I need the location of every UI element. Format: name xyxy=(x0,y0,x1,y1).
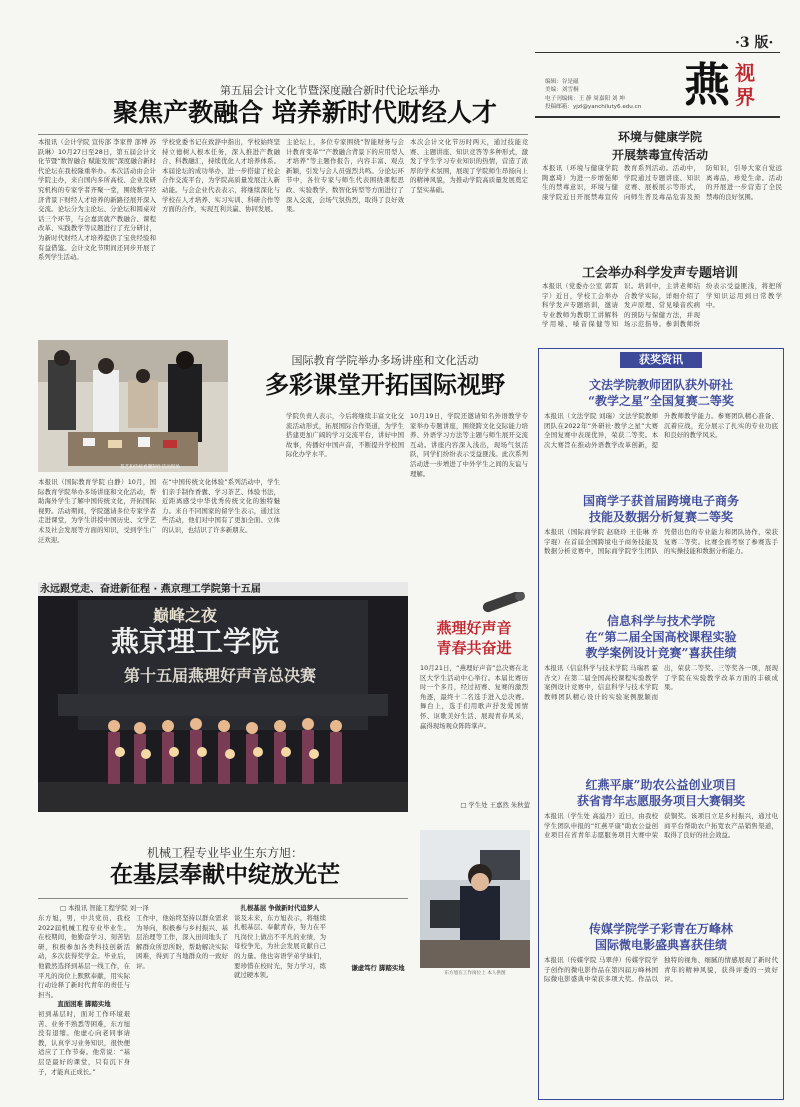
a3-photo-title-b: 燕京理工学院 xyxy=(110,625,279,658)
a1-title: 聚焦产教融合 培养新时代财经人才 xyxy=(113,98,497,127)
a1-body-col2: 学校党委书记在致辞中指出，学校始终坚持立德树人根本任务，深入推进产教融合、科教融汇，持续优化人才培养体系。本届论坛的成功举办，进一步搭建了校企合作交流平台，为学院高质量发展注入新动能。与会企业代表表示，将继续深化与学校在人才培养、实习实训、科研合作等方面的合作，实现互利共赢、协同发展。 xyxy=(162,138,280,214)
r-h1-b: 开展禁毒宣传活动 xyxy=(611,148,708,162)
a4-subhead3: 谦虚笃行 脚踏实地 xyxy=(351,964,405,972)
r-h1-body: 本报讯（环境与健康学院 陶嘉琦）为进一步增强师生的禁毒意识，环境与健康学院近日开展禁毒宣传教育系列活动。活动中，学院通过专题讲座、知识竞赛、展板展示等形式，向师生普及毒品危害及预防知识，引导大家自觉远离毒品，珍爱生命。活动的开展进一步营造了全民禁毒的良好氛围。 xyxy=(542,164,782,201)
a4-body-col2: 工作中，他始终坚持以群众需求为导向，积极参与乡村振兴、基层治理等工作，深入田间地头了解群众所思所盼，帮助解决实际困难，得到了当地群众的一致好评。 xyxy=(136,914,228,970)
tel-line: 电子刊编辑：王 静 周嘉阳 刘 坤 xyxy=(545,95,625,102)
a3-banner: 永远跟党走、奋进新征程 · 燕京理工学院第十五届 xyxy=(40,584,261,595)
a4-body2: 初到基层时，面对工作环境艰苦、业务不熟悉等困难，东方旭没有退缩。他虚心向老同事请教，认真学习业务知识，很快便适应了工作节奏。他常说：“基层是最好的课堂，只有沉下身子，才能真正成长。” xyxy=(38,1009,130,1076)
r-n4-body: 本报讯（学生处 高溢丹）近日，由我校学生团队申报的“红燕平康”助农公益创业项目在省青年志愿服务项目大赛中荣获铜奖。该项目立足乡村振兴，通过电商平台帮助农户拓宽农产品销售渠道，取得了良好的社会效益。 xyxy=(544,812,778,840)
r-h2-body: 本报讯（党委办公室 郭霄宇）近日，学校工会举办科学发声专题培训，邀请专业教师为教职工讲解科学用嗓、嗓音保健等知识。培训中，主讲老师结合教学实际，详细介绍了发声原理、常见嗓音疾病的预防与保健方法，并现场示范指导。参训教师纷纷表示受益匪浅，将把所学知识运用到日常教学中。 xyxy=(542,282,782,329)
r-n3-a: 信息科学与技术学院 xyxy=(606,614,715,628)
a2-photo-caption: 茶艺和传统香囊制作活动现场 xyxy=(120,465,180,470)
page-label: ·3 版· xyxy=(735,35,774,51)
r-n4-b: 获省青年志愿服务项目大赛铜奖 xyxy=(576,794,745,808)
r-n2-a: 国商学子获首届跨境电子商务 xyxy=(582,494,739,508)
email-line: 投稿邮箱：yjzl@yanchiluty6.edu.cn xyxy=(545,104,642,111)
a1-kicker: 第五届会计文化节暨深度融合新时代论坛举办 xyxy=(220,84,440,97)
a4-subhead2: 扎根基层 争做新时代追梦人 xyxy=(240,904,320,912)
a2-body-col1: 本报讯（国际教育学院 白静）10月，国际教育学院举办多场讲座和文化活动，帮助海外学生了解中国传统文化，开拓国际视野。活动期间，学院邀请多位专家学者走进课堂，为学生讲授中国历史、文学艺术及社会发展等方面的知识，受到学生广泛欢迎。 xyxy=(38,478,156,544)
r-n1-body: 本报讯（文法学院 刘瑞）文法学院教师团队在2022年“外研社·教学之星”大赛全国复赛中表现优异，荣获二等奖。本次大赛旨在推动外语教学改革创新，提升教师教学能力。参赛团队精心准备、沉着应战，充分展示了扎实的专业功底和良好的教学风采。 xyxy=(544,412,778,449)
a4-photo-caption: 东方旭在工作岗位上 本人供图 xyxy=(444,971,506,976)
masthead-jie: 界 xyxy=(735,85,755,109)
a1-rule xyxy=(38,134,528,135)
masthead-shi: 视 xyxy=(735,61,755,85)
a4-title: 在基层奉献中绽放光芒 xyxy=(110,861,340,888)
a3-byline: □ 学生处 王嘉然 朱秋萤 xyxy=(460,801,530,809)
a1-body-col4: 本次会计文化节历时两天，通过技能竞赛、主题讲座、知识竞答等多种形式，激发了学生学习专业知识的热情，营造了浓厚的学术氛围，展现了学院师生昂扬向上的精神风貌，为推动学院高质量发展奠定了坚实基础。 xyxy=(410,138,528,194)
masthead-rule xyxy=(535,116,780,118)
a4-body-col1 xyxy=(38,914,130,1094)
a3-title-a: 燕理好声音 xyxy=(436,619,512,637)
r-n5-a: 传媒学院学子彩青在万峰林 xyxy=(588,922,733,936)
r-h2: 工会举办科学发声专题培训 xyxy=(581,266,738,281)
a4-body4: 谈及未来，东方旭表示，将继续扎根基层、奉献青春，努力在平凡岗位上做出不平凡的业绩，为母校争光，为社会发展贡献自己的力量。他也寄语学弟学妹们，要珍惜在校时光，努力学习，练就过硬本领。 xyxy=(234,913,326,980)
r-n4-a: 红燕平康”助农公益创业项目 xyxy=(585,778,737,792)
r-h1-a: 环境与健康学院 xyxy=(617,130,702,144)
r-n5-b: 国际微电影盛典喜获佳绩 xyxy=(594,938,727,952)
r-n1-a: 文法学院教师团队获外研社 xyxy=(588,378,733,392)
a2-kicker: 国际教育学院举办多场讲座和文化活动 xyxy=(291,354,479,367)
a4-body1: 东方旭，男，中共党员，我校2022届机械工程专业毕业生。在校期间，他勤奋学习、刻苦钻研，积极参加各类科技创新活动，多次获得奖学金。毕业后，他毅然选择到基层一线工作，在平凡的岗位上默默奉献，用实际行动诠释了新时代青年的责任与担当。 xyxy=(38,914,130,999)
r-n2-b: 技能及数据分析复赛二等奖 xyxy=(588,510,733,524)
a2-body-col3: 学院负责人表示，今后将继续丰富文化交流活动形式，拓展国际合作渠道，为学生搭建更加广阔的学习交流平台，讲好中国故事，传播好中国声音，不断提升学校国际化办学水平。 xyxy=(286,412,404,459)
a2-title: 多彩课堂开拓国际视野 xyxy=(265,370,505,399)
r-n5-body: 本报讯（传媒学院 马翠萍）传媒学院学子创作的微电影作品在第四届万峰林国际微电影盛典中荣获多项大奖。作品以独特的视角、细腻的情感展现了新时代青年的精神风貌，获得评委的一致好评。 xyxy=(544,956,778,984)
a4-rule xyxy=(38,898,408,899)
editor-info xyxy=(545,78,685,112)
art-line: 美编：刘雪桐 xyxy=(545,87,579,94)
a4-body-col3 xyxy=(234,904,326,1094)
a4-subhead1: 直面困难 脚踏实地 xyxy=(57,1000,111,1009)
r-n1-b: “教学之星”全国复赛二等奖 xyxy=(588,394,734,408)
a1-body-col1: 本报讯（会计学院 宣传部 李家曾 部博 苏跃琳）10月27日至28日，第五届会计文化节暨“数智融合 赋能发展”深度融合新时代论坛在我校隆重举办。本次活动由会计学院主办，来自国内多所高校、企业及研究机构的专家学者齐聚一堂，围绕数字经济背景下财经人才培养的新路径展开深入交流。论坛分为主论坛、分论坛和圆桌对话三个环节，与会嘉宾就产教融合、课程改革、实践教学等议题进行了充分研讨，为新时代财经人才培养提供了宝贵经验和有益借鉴。会计文化节期间还同步开展了系列学生活动。 xyxy=(38,138,156,262)
r-n3-b: 在“第二届全国高校课程实验 xyxy=(585,630,737,644)
header-rule xyxy=(535,52,780,53)
a3-photo-title-c: 第十五届燕理好声音总决赛 xyxy=(123,666,316,685)
a1-body-col3: 主论坛上，多位专家围绕“智能财务与会计教育变革”“产教融合背景下的应用型人才培养”等主题作报告，内容丰富、观点新颖，引发与会人员强烈共鸣。分论坛环节中，各位专家与师生代表围绕课程思政、实验教学、数智化转型等方面进行了深入交流，会场气氛热烈，取得了良好效果。 xyxy=(286,138,404,214)
a2-photo xyxy=(38,340,228,472)
a2-body-col4: 10月19日，学院还邀请知名外语教学专家举办专题讲座，围绕跨文化交际能力培养、外语学习方法等主题与师生展开交流互动。讲座内容深入浅出，现场气氛活跃，同学们纷纷表示受益匪浅。此次系列活动进一步增进了中外学生之间的友谊与理解。 xyxy=(410,412,528,478)
masthead-swallow: 燕 xyxy=(684,58,730,112)
awards-box-title: 获奖资讯 xyxy=(620,352,702,368)
r-n2-body: 本报讯（国际商学院 赵晓玲 王佳琳 乔宇琨）在首届全国跨境电子商务技能及数据分析竞赛中，国际商学院学生团队凭借出色的专业能力和团队协作，荣获复赛二等奖。比赛全面考察了参赛选手的实操技能和数据分析能力。 xyxy=(544,528,778,556)
a4-body-col4 xyxy=(332,904,528,1094)
a3-title-b: 青春共奋进 xyxy=(436,639,512,657)
r-n3-c: 教学案例设计竞赛”喜获佳绩 xyxy=(585,646,737,660)
editor-line: 编辑：谷是磁 xyxy=(545,79,579,85)
a4-kicker: 机械工程专业毕业生东方旭： xyxy=(146,846,303,860)
microphone-icon xyxy=(412,592,530,614)
a4-byline: □ 本报讯 智能工程学院 刘一泽 xyxy=(60,904,149,912)
a3-photo-title-a: 巅峰之夜 xyxy=(152,606,217,625)
a2-body-col2: 在“中国传统文化体验”系列活动中，学生们亲手制作香囊、学习茶艺、体验书法，近距离感受中华优秀传统文化的独特魅力。来自不同国家的留学生表示，通过这些活动，他们对中国有了更加全面、立体的认识，也结识了许多新朋友。 xyxy=(162,478,280,534)
r-n3-body: 本报讯（信息科学与技术学院 马瑞君 霍杏文）在第二届全国高校课程实验教学案例设计竞赛中，信息科学与技术学院教师团队精心设计的实验案例脱颖而出，荣获二等奖、三等奖各一项，展现了学院在实验教学改革方面的丰硕成果。 xyxy=(544,664,778,701)
a3-body: 10月21日，“燕理好声音”总决赛在北区大学生活动中心举行。本届比赛历时一个多月，经过初赛、复赛的激烈角逐，最终十二名选手进入总决赛。舞台上，选手们用歌声抒发爱国情怀、讴歌美好生活、展现青春风采，赢得现场观众阵阵掌声。 xyxy=(420,664,528,730)
